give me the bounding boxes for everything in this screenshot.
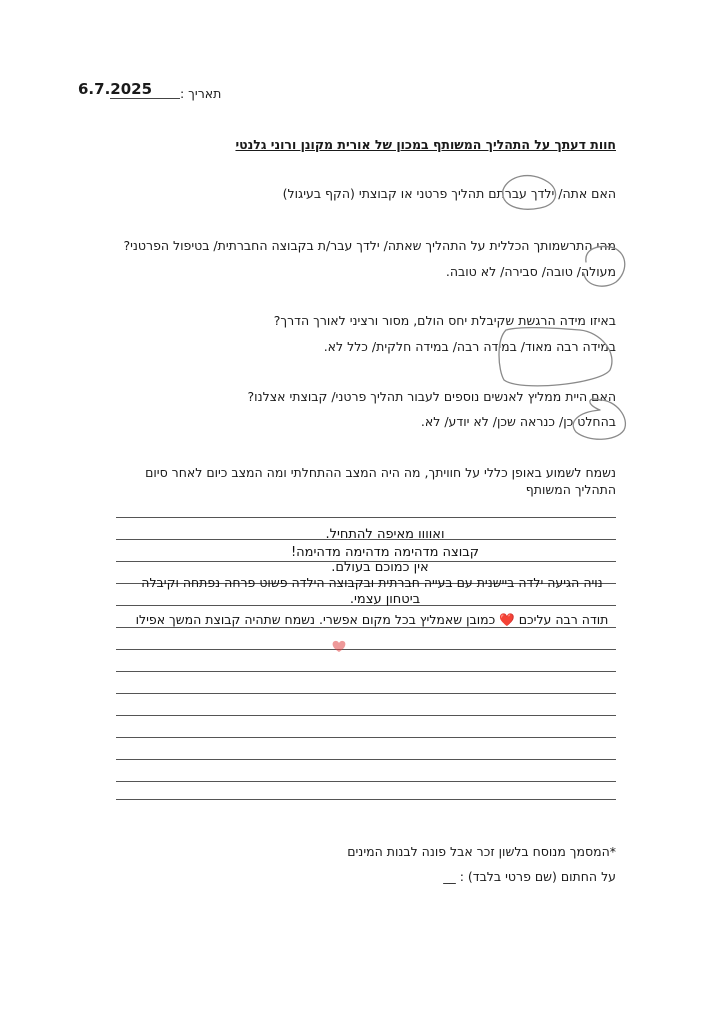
page-title: חוות דעתך על התהליך המשותף במכון של אורית מקונן ורוני גלנטי (235, 137, 616, 152)
signature-field: על החתום (שם פרטי בלבד) : __ (443, 869, 616, 884)
answer-line (116, 781, 616, 782)
answer-line (116, 737, 616, 738)
answer-text-line-5: ביטחון עצמי. (349, 592, 421, 607)
question-2: מהי התרשמותך הכללית על התהליך שאתה/ ילדך עבר/ת בקבוצה החברתית/ בטיפול הפרטני? (123, 238, 616, 253)
date-field (78, 80, 228, 104)
open-question-line-1: נשמח לשמוע באופן כללי על חוויתך, מה היה המצב ההתחלתי ומה המצב כיום לאחר סיום (145, 465, 616, 480)
circle-very-much (499, 328, 612, 386)
answer-line (116, 671, 616, 672)
date-underline (110, 98, 180, 99)
answer-line (116, 759, 616, 760)
answer-line (116, 799, 616, 800)
answers-4: בהחלט כן/ כנראה שכן/ לא יודע/ לא. (420, 414, 616, 429)
footer-note: *המסמך מנוסח בלשון זכר אבל פונה לבנות המינים (347, 844, 616, 859)
answer-line (116, 693, 616, 694)
answers-2: מעולה/ טובה/ סבירה/ לא טובה. (445, 264, 616, 279)
open-question-line-2: התהליך המשותף (525, 482, 616, 497)
question-4: האם היית ממליץ לאנשים נוספים לעבור תהליך פרטני/ קבוצתי אצלנו? (247, 389, 616, 404)
question-1: האם אתה/ ילדך עברתם תהליך פרטני או קבוצתי (הקף בעיגול) (282, 186, 616, 201)
question-3: באיזו מידה הרגשת שקיבלת יחס הולם, מסור ורציני לאורך הדרך? (273, 313, 616, 328)
answer-line (116, 649, 616, 650)
date-label: תאריך : (180, 86, 222, 101)
answers-3: במידה רבה מאוד/ במידה רבה/ במידה חלקית/ כלל לא. (323, 339, 616, 354)
answer-text-line-4: נויה הגיעה ילדה ביישנית עם בעייה חברתית ובקבוצה הילדה פשוט פרחה נפתחה וקיבלה (141, 575, 603, 590)
answer-line (116, 715, 616, 716)
answer-text-line-6: תודה רבה עליכם ❤️ כמובן שאמליץ בכל מקום אפשרי. נשמח שתהיה קבוצת המשך אפילו (135, 612, 609, 627)
answer-line (116, 517, 616, 518)
heart-smudge (333, 641, 346, 652)
answer-text-line-2: קבוצה מדהימה מדהימה מדהימה! (290, 545, 480, 560)
answer-text-line-1: ואוווו מאיפה להתחיל. (325, 527, 445, 542)
date-value: 6.7.2025 (78, 80, 153, 98)
answer-text-line-3: אין כמוכם בעולם. (331, 560, 429, 575)
